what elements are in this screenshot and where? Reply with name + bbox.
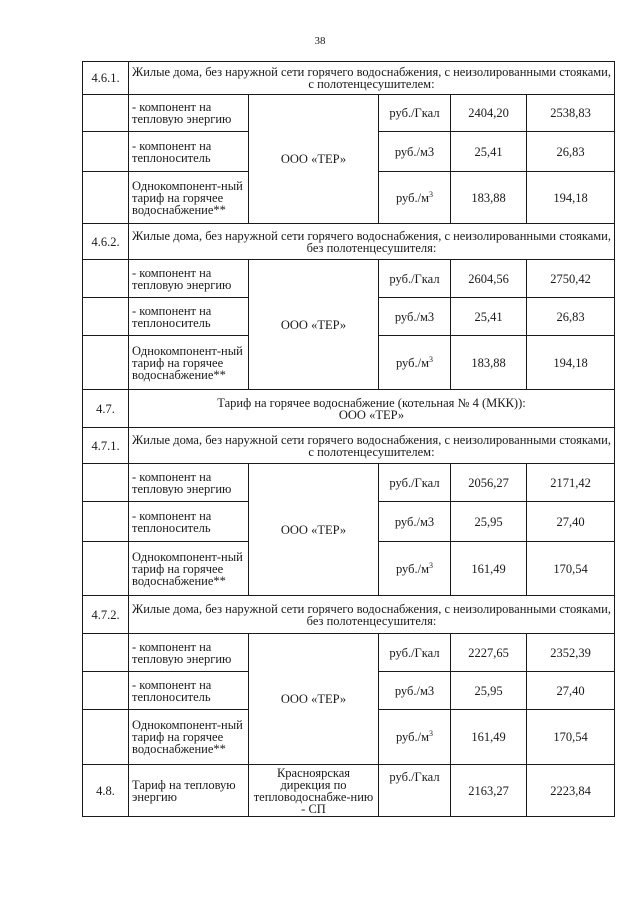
- unit: руб./м3: [379, 132, 451, 172]
- value-period-2: 2171,42: [527, 464, 615, 502]
- section-heading: Жилые дома, без наружной сети горячего водоснабжения, с неизолированными стояками, с полотенцесушителем:: [129, 62, 615, 95]
- value-period-2: 27,40: [527, 502, 615, 542]
- organization: Красноярская дирекция по тепловодоснабже-нию - СП: [249, 765, 379, 817]
- tariff-component: - компонент на тепловую энергию: [129, 464, 249, 502]
- section-row-4-7-1: [83, 428, 615, 464]
- value-period-2: 2750,42: [527, 260, 615, 298]
- tariff-component: - компонент на тепловую энергию: [129, 260, 249, 298]
- value-period-1: 2227,65: [451, 634, 527, 672]
- table-row: [83, 464, 615, 502]
- empty-cell: [83, 502, 129, 542]
- row-number: 4.8.: [83, 765, 129, 817]
- unit: руб./Гкал: [379, 95, 451, 132]
- empty-cell: [83, 132, 129, 172]
- value-period-2: 26,83: [527, 298, 615, 336]
- table-row: [83, 95, 615, 132]
- empty-cell: [83, 298, 129, 336]
- tariff-component: Однокомпонент-ный тариф на горячее водоснабжение**: [129, 542, 249, 596]
- unit: руб./Гкал: [379, 464, 451, 502]
- organization: ООО «ТЕР»: [249, 260, 379, 390]
- value-period-2: 2538,83: [527, 95, 615, 132]
- value-period-1: 25,95: [451, 672, 527, 710]
- tariff-table: [82, 61, 615, 817]
- section-heading: Жилые дома, без наружной сети горячего водоснабжения, с неизолированными стояками, с полотенцесушителем:: [129, 428, 615, 464]
- tariff-component: Тариф на тепловую энергию: [129, 765, 249, 817]
- section-row-4-6-2: [83, 224, 615, 260]
- tariff-component: Однокомпонент-ный тариф на горячее водоснабжение**: [129, 710, 249, 765]
- tariff-component: - компонент на теплоноситель: [129, 132, 249, 172]
- unit: руб./Гкал: [379, 634, 451, 672]
- unit: $руб./м^3$: [379, 336, 451, 390]
- value-period-1: 2404,20: [451, 95, 527, 132]
- section-row-4-8: [83, 765, 615, 817]
- tariff-component: - компонент на теплоноситель: [129, 502, 249, 542]
- value-period-1: 183,88: [451, 172, 527, 224]
- row-number: 4.6.2.: [83, 224, 129, 260]
- unit: руб./м3: [379, 502, 451, 542]
- section-heading: Жилые дома, без наружной сети горячего водоснабжения, с неизолированными стояками, без полотенцесушителя:: [129, 224, 615, 260]
- tariff-component: - компонент на тепловую энергию: [129, 634, 249, 672]
- organization: ООО «ТЕР»: [249, 634, 379, 765]
- tariff-component: Однокомпонент-ный тариф на горячее водоснабжение**: [129, 336, 249, 390]
- tariff-component: Однокомпонент-ный тариф на горячее водоснабжение**: [129, 172, 249, 224]
- value-period-1: 183,88: [451, 336, 527, 390]
- organization: ООО «ТЕР»: [249, 95, 379, 224]
- page-number: 38: [314, 35, 326, 47]
- section-heading: Жилые дома, без наружной сети горячего водоснабжения, с неизолированными стояками, без полотенцесушителя:: [129, 596, 615, 634]
- value-period-2: 2352,39: [527, 634, 615, 672]
- empty-cell: [83, 464, 129, 502]
- value-period-1: 2056,27: [451, 464, 527, 502]
- section-heading: Тариф на горячее водоснабжение (котельная № 4 (МКК)): ООО «ТЕР»: [129, 390, 615, 428]
- table-row: [83, 260, 615, 298]
- unit: руб./Гкал: [379, 260, 451, 298]
- empty-cell: [83, 172, 129, 224]
- value-period-2: 194,18: [527, 336, 615, 390]
- value-period-2: 2223,84: [527, 765, 615, 817]
- section-row-4-7-2: [83, 596, 615, 634]
- unit: $руб./м^3$: [379, 172, 451, 224]
- empty-cell: [83, 672, 129, 710]
- section-row-4-6-1: [83, 62, 615, 95]
- organization: ООО «ТЕР»: [249, 464, 379, 596]
- empty-cell: [83, 260, 129, 298]
- value-period-2: 26,83: [527, 132, 615, 172]
- tariff-component: - компонент на теплоноситель: [129, 672, 249, 710]
- table-row: [83, 634, 615, 672]
- empty-cell: [83, 634, 129, 672]
- row-number: 4.7.: [83, 390, 129, 428]
- tariff-component: - компонент на теплоноситель: [129, 298, 249, 336]
- value-period-1: 25,95: [451, 502, 527, 542]
- value-period-1: 2163,27: [451, 765, 527, 817]
- row-number: 4.7.2.: [83, 596, 129, 634]
- empty-cell: [83, 542, 129, 596]
- value-period-1: 161,49: [451, 710, 527, 765]
- value-period-1: 25,41: [451, 298, 527, 336]
- value-period-2: 27,40: [527, 672, 615, 710]
- empty-cell: [83, 336, 129, 390]
- unit: $руб./м^3$: [379, 710, 451, 765]
- value-period-1: 161,49: [451, 542, 527, 596]
- value-period-2: 170,54: [527, 542, 615, 596]
- value-period-2: 194,18: [527, 172, 615, 224]
- row-number: 4.6.1.: [83, 62, 129, 95]
- value-period-1: 2604,56: [451, 260, 527, 298]
- value-period-1: 25,41: [451, 132, 527, 172]
- tariff-component: - компонент на тепловую энергию: [129, 95, 249, 132]
- unit: руб./м3: [379, 672, 451, 710]
- empty-cell: [83, 95, 129, 132]
- value-period-2: 170,54: [527, 710, 615, 765]
- unit: $руб./м^3$: [379, 542, 451, 596]
- section-row-4-7: [83, 390, 615, 428]
- unit: руб./Гкал: [379, 765, 451, 817]
- unit: руб./м3: [379, 298, 451, 336]
- row-number: 4.7.1.: [83, 428, 129, 464]
- empty-cell: [83, 710, 129, 765]
